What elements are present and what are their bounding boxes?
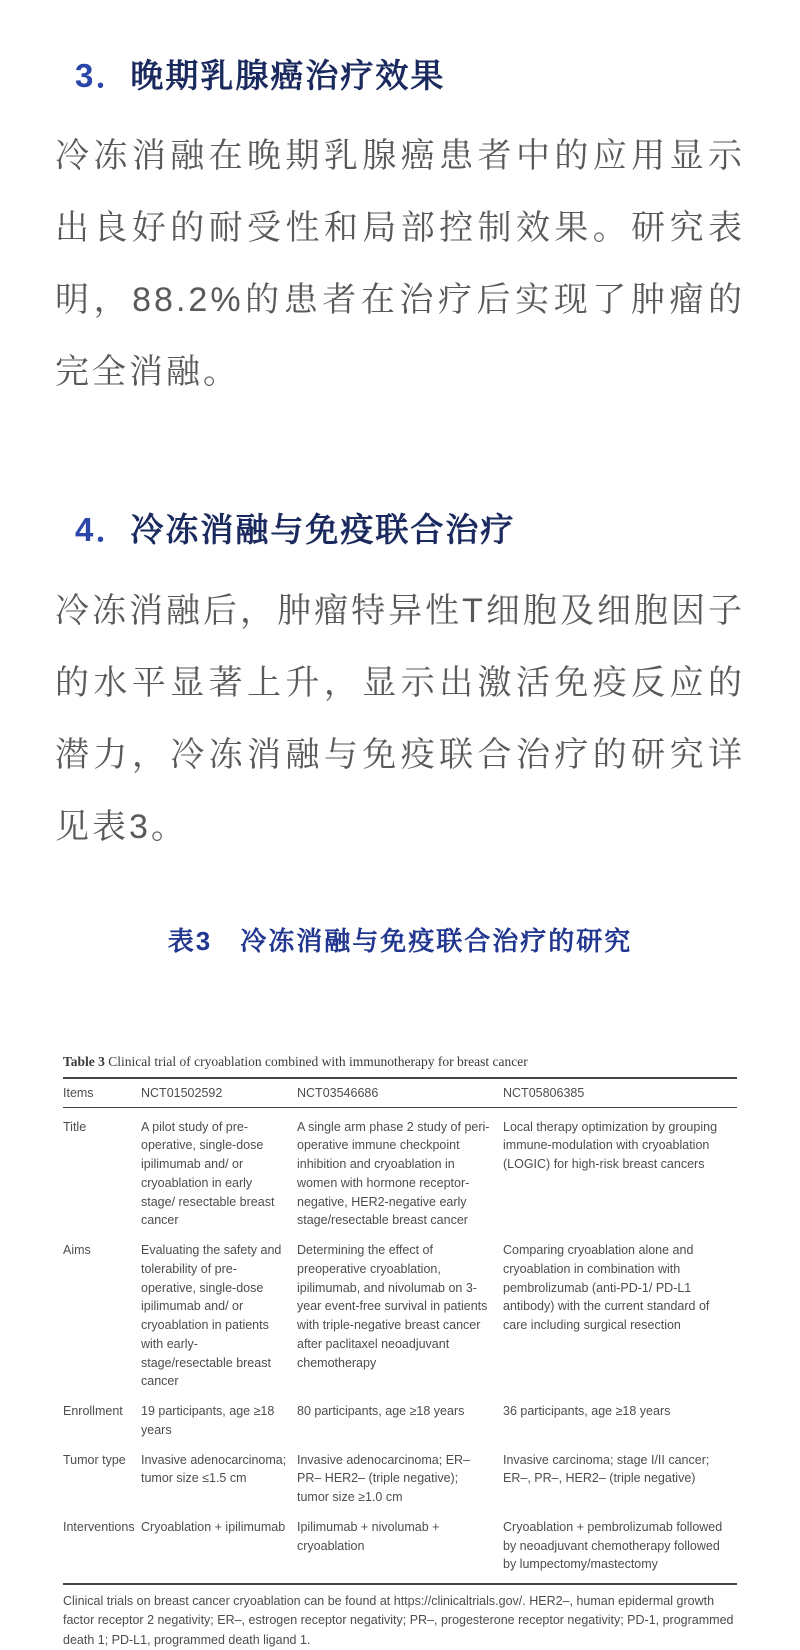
row-label: Title [63,1119,87,1134]
row-label: Interventions [63,1519,135,1534]
section-3-paragraph: 冷冻消融在晚期乳腺癌患者中的应用显示出良好的耐受性和局部控制效果。研究表明，88.2%的患者在治疗后实现了肿瘤的完全消融。 [55,137,745,392]
table-caption-english [63,1054,737,1070]
section-heading-4 [75,512,745,548]
table-cell: Invasive adenocarcinoma; tumor size ≤1.5 cm [141,1452,287,1486]
section-title: 晚期乳腺癌治疗效果 [130,57,446,94]
table-footnote: Clinical trials on breast cancer cryoablation can be found at https://clinicaltrials.gov/. HER2–, human epidermal growth factor receptor 2 negativity; ER–, estrogen receptor negativity; PR–, progesterone receptor negativity; PD-1, programmed death 1; PD-L1, programmed death ligand 1. [63,1594,734,1647]
table-caption-label: Table 3 [63,1053,105,1069]
table-header-row [63,1077,737,1108]
section-number: 3． [75,57,131,94]
table-row [63,1443,737,1510]
section-heading-3 [75,58,745,94]
table-cell: Ipilimumab + nivolumab + cryoablation [297,1519,440,1553]
table-row [63,1233,737,1394]
column-header: NCT03546686 [297,1085,379,1100]
column-header: Items [63,1085,94,1100]
journal-table-image [63,1054,737,1650]
column-header: NCT05806385 [503,1085,585,1100]
table-cell: Invasive carcinoma; stage I/II cancer; ER–, PR–, HER2– (triple negative) [503,1452,710,1486]
row-label: Aims [63,1243,91,1258]
row-label: Tumor type [63,1452,126,1467]
table-cell: A single arm phase 2 study of peri-operative immune checkpoint inhibition and cryoablation in women with hormone receptor-negative, HER2-negative early stage/resectable breast cancer [297,1119,490,1228]
table-body [63,1108,737,1586]
table-cell: 36 participants, age ≥18 years [503,1404,671,1419]
table-cell: 19 participants, age ≥18 years [141,1404,275,1437]
table-cell: 80 participants, age ≥18 years [297,1404,465,1419]
table-cell: Local therapy optimization by grouping immune-modulation with cryoablation (LOGIC) for high-risk breast cancers [503,1119,718,1172]
table-caption-chinese: 表3 冷冻消融与免疫联合治疗的研究 [167,925,633,956]
section-title: 冷冻消融与免疫联合治疗 [130,511,516,549]
table-row [63,1394,737,1443]
table-row [63,1110,737,1234]
table-cell: A pilot study of pre-operative, single-dose ipilimumab and/ or cryoablation in early stage/ resectable breast cancer [141,1119,275,1228]
table-cell: Determining the effect of preoperative cryoablation, ipilimumab, and nivolumab on 3-year event-free survival in patients with triple-negative breast cancer after paclitaxel neoadjuvant chemotherapy [297,1243,488,1370]
section-number: 4． [75,511,131,549]
table-caption-text: Clinical trial of cryoablation combined with immunotherapy for breast cancer [104,1053,528,1069]
section-4-paragraph: 冷冻消融后，肿瘤特异性T细胞及细胞因子的水平显著上升，显示出激活免疫反应的潜力，冷冻消融与免疫联合治疗的研究详见表3。 [55,591,745,846]
table-cell: Invasive adenocarcinoma; ER– PR– HER2– (triple negative); tumor size ≥1.0 cm [297,1452,471,1505]
table-cell: Evaluating the safety and tolerability of pre-operative, single-dose ipilimumab and/ or cryoablation in patients with early-stage/resectable breast cancer [141,1243,282,1389]
table-cell: Cryoablation + ipilimumab [141,1519,286,1534]
table-cell: Cryoablation + pembrolizumab followed by neoadjuvant chemotherapy followed by lumpectomy/mastectomy [503,1519,723,1572]
table-row [63,1510,737,1577]
row-label: Enrollment [63,1404,123,1419]
column-header: NCT01502592 [141,1085,223,1100]
table-cell: Comparing cryoablation alone and cryoablation in combination with pembrolizumab (anti-PD-1/ PD-L1 antibody) with the current standard of care including surgical resection [503,1243,710,1333]
